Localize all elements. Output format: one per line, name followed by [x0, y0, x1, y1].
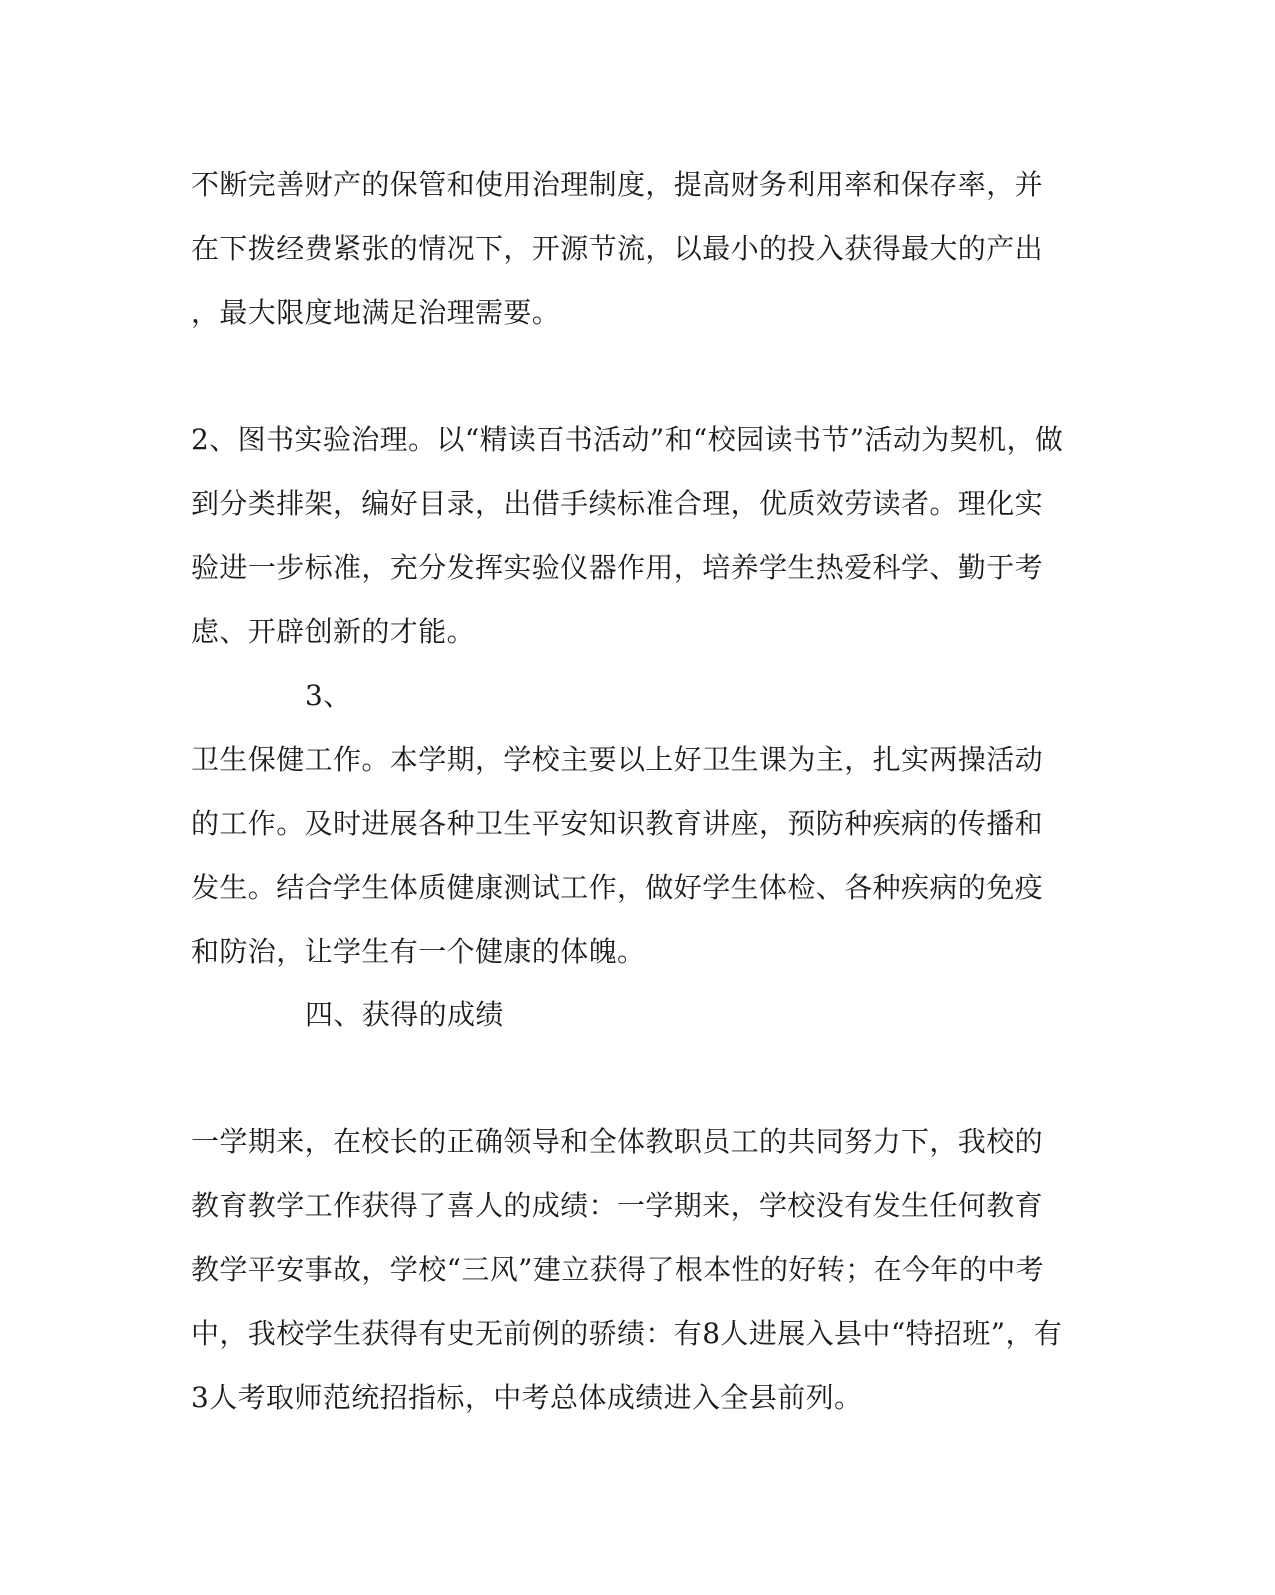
text-line: ，最大限度地满足治理需要。 [191, 296, 561, 329]
text-line: 和防治，让学生有一个健康的体魄。 [191, 935, 646, 968]
text-line: 的工作。及时进展各种卫生平安知识教育讲座，预防种疾病的传播和 [191, 807, 1044, 840]
text-line: 2、图书实验治理。以“精读百书活动”和“校园读书节”活动为契机，做 [191, 423, 1064, 456]
text-line: 卫生保健工作。本学期，学校主要以上好卫生课为主，扎实两操活动 [191, 743, 1044, 776]
text-line: 一学期来，在校长的正确领导和全体教职员工的共同努力下，我校的 [191, 1125, 1044, 1158]
section-heading: 四、获得的成绩 [305, 998, 504, 1031]
text-line: 教育教学工作获得了喜人的成绩：一学期来，学校没有发生任何教育 [191, 1189, 1044, 1222]
text-line: 到分类排架，编好目录，出借手续标准合理，优质效劳读者。理化实 [191, 487, 1044, 520]
text-line: 在下拨经费紧张的情况下，开源节流，以最小的投入获得最大的产出 [191, 232, 1044, 265]
text-line: 教学平安事故，学校“三风”建立获得了根本性的好转；在今年的中考 [191, 1253, 1045, 1286]
text-line: 中，我校学生获得有史无前例的骄绩：有8人进展入县中“特招班”，有 [191, 1317, 1063, 1350]
text-line: 不断完善财产的保管和使用治理制度，提高财务利用率和保存率，并 [191, 168, 1044, 201]
text-line: 验进一步标准，充分发挥实验仪器作用，培养学生热爱科学、勤于考 [191, 551, 1044, 584]
text-line: 发生。结合学生体质健康测试工作，做好学生体检、各种疾病的免疫 [191, 871, 1044, 904]
text-line: 3人考取师范统招指标，中考总体成绩进入全县前列。 [191, 1381, 863, 1414]
list-number: 3、 [305, 679, 352, 712]
text-line: 虑、开辟创新的才能。 [191, 615, 476, 648]
